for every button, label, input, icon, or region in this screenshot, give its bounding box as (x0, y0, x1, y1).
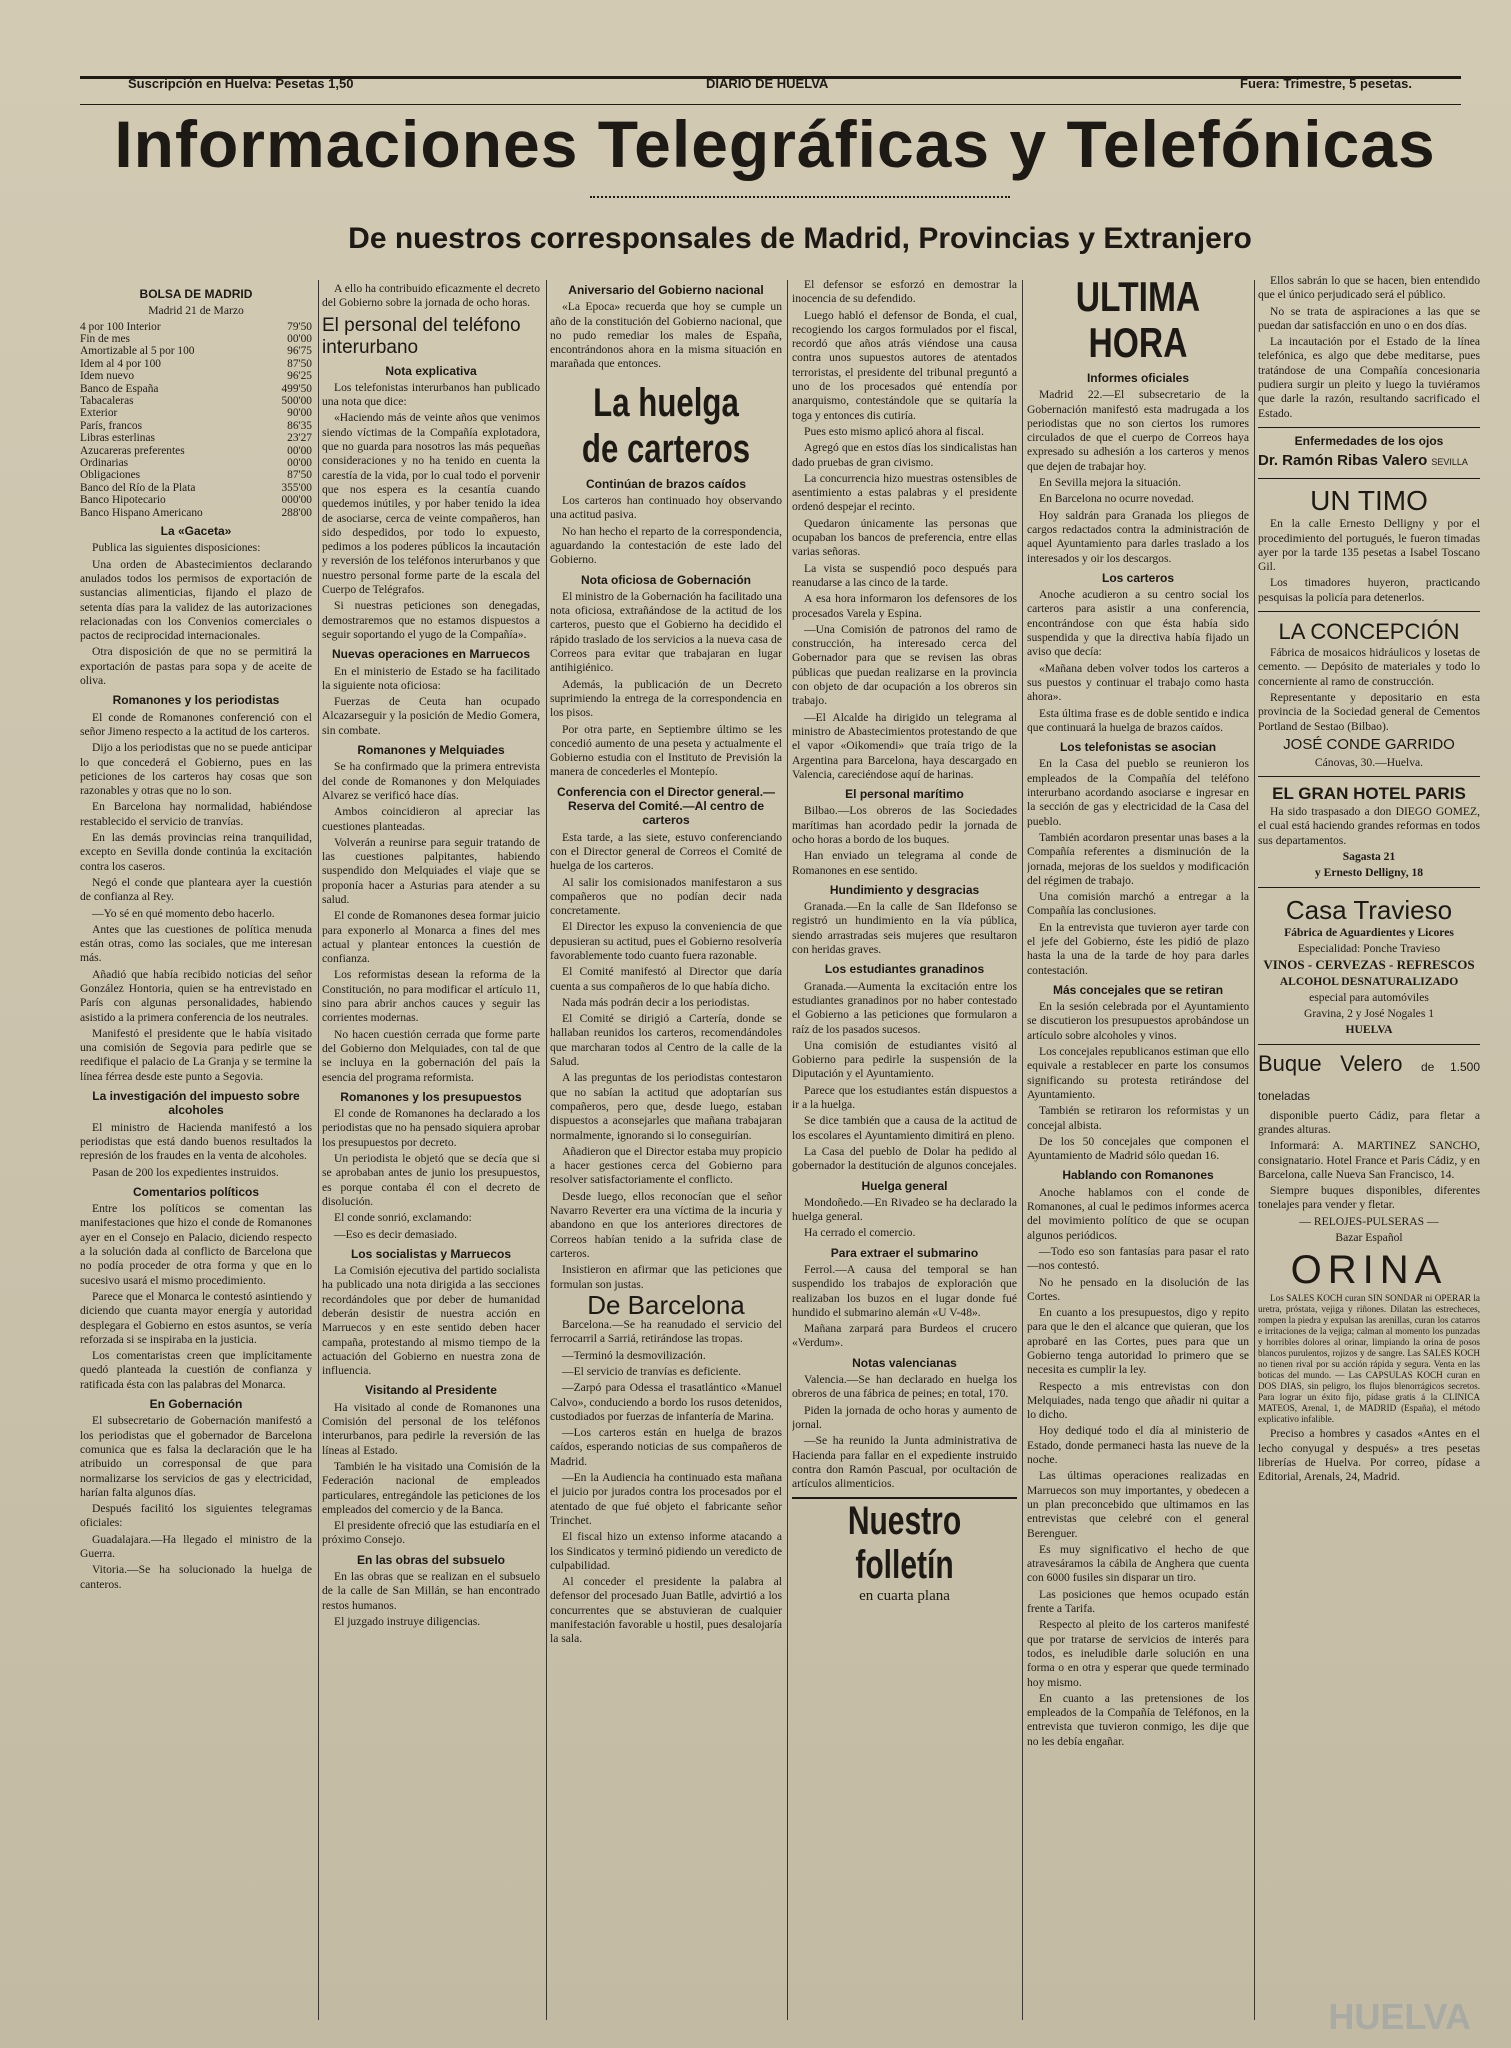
ad-rule (1258, 478, 1480, 479)
paragraph: Han enviado un telegrama al conde de Romanones en ese sentido. (792, 849, 1017, 877)
paragraph: Mañana zarpará para Burdeos el crucero «Verdum». (792, 1322, 1017, 1350)
buque-heading (1258, 1051, 1480, 1109)
paragraph: Por otra parte, en Septiembre último se les concedió aumento de una peseta y actualmente el Gobierno estudia con el Instituto de Previsión la manera de concederles el Montepío. (550, 722, 782, 779)
paragraph: Madrid 22.—El subsecretario de la Gobernación manifestó esta madrugada a los periodistas que no son ciertos los rumores circulados de que el cuerpo de Correos haya expresado su adhesión a los carteros y menos que dejen de trabajar hoy. (1027, 388, 1249, 473)
bolsa-value: 96'25 (287, 370, 312, 383)
est-body (792, 980, 1017, 1174)
ad-rule (1258, 1044, 1480, 1045)
sub-heading: Para extraer el submarino (830, 1245, 979, 1260)
paragraph: En la entrevista que tuvieron ayer tarde con el jefe del Gobierno, éste les pidió de plazo hasta la una de la tarde de hoy para darles contestación. (1027, 920, 1249, 977)
paragraph: Desde luego, ellos reconocían que el señor Navarro Reverter era una víctima de la incuria y abandono en que los anteriores directores de Correos habían tenido a la sufrida clase de carteros. (550, 1189, 782, 1260)
paragraph: Se ha confirmado que la primera entrevista del conde de Romanones y don Melquiades Alvarez se verificó hace días. (322, 760, 540, 802)
paragraph: En la calle Ernesto Delligny y por el procedimiento del portugués, le fueron timadas ayer por la tarde 135 pesetas a Isabel Toscano Gil. (1258, 517, 1480, 574)
val-heading: Notas valencianas (852, 1355, 957, 1370)
paragraph: «La Epoca» recuerda que hoy se cumple un año de la constitución del Gobierno nacional, que no pudo remediar los males de España, encontrándonos ahora en la misma situación en marañada que entonces. (550, 300, 782, 371)
paragraph: En la sesión celebrada por el Ayuntamiento se discutieron los presupuestos aprobándose un artículo sobre alcoholes y vinos. (1027, 1000, 1249, 1042)
paragraph: Al conceder el presidente la palabra al defensor del procesado Juan Batlle, advirtió a los concurrentes que se abstuvieran de cualquier manifestación favorable u hostil, pues desalojaría la sala. (550, 1575, 782, 1646)
ultimo-text: Preciso a hombres y casados «Antes en el lecho conyugal y después» a tres pesetas librerías de Huelva. Por correo, pídase a Editorial, Arenals, 24, Madrid. (1258, 1427, 1480, 1484)
paragraph: En Sevilla mejora la situación. (1039, 476, 1181, 490)
travieso-heading: Casa Travieso (1285, 894, 1453, 925)
column-4 (792, 278, 1017, 1982)
paragraph: El conde de Romanones ha declarado a los periodistas que no ha pensado siquiera aprobar los presupuestos por decreto. (322, 1107, 540, 1149)
conc-heading: Más concejales que se retiran (1052, 982, 1224, 997)
paragraph: Dijo a los periodistas que no se puede anticipar lo que concederá el Gobierno, pues en las peticiones de los carteros hay cosas que son razonables y otras que no lo son. (80, 741, 312, 798)
paragraph: En el ministerio de Estado se ha facilitado la siguiente nota oficiosa: (322, 664, 540, 692)
paragraph: Valencia.—Se han declarado en huelga los obreros de una fábrica de peines; en total, 170. (792, 1373, 1017, 1401)
paragraph: Guadalajara.—Ha llegado el ministro de la Guerra. (80, 1532, 312, 1560)
barcelona-title: De Barcelona (587, 1289, 745, 1320)
header-subscription: Suscripción en Huelva: Pesetas 1,50 (128, 76, 354, 91)
paragraph: Barcelona.—Se ha reanudado el servicio del ferrocarril a Sarriá, retirándose las tropas. (550, 1318, 782, 1346)
paragraph: —Se ha reunido la Junta administrativa de Hacienda para fallar en el expediente instruido contra don Ramón Pascual, por ocultación de artículos alimenticios. (792, 1434, 1017, 1491)
table-row (80, 432, 312, 444)
header-price: Fuera: Trimestre, 5 pesetas. (1240, 76, 1412, 91)
paragraph: —En la Audiencia ha continuado esta mañana el juicio por jurados contra los procesados por el atentado de que fué objeto el fabricante señor Trinchet. (550, 1471, 782, 1527)
table-row (80, 494, 312, 506)
column-6 (1258, 274, 1480, 1982)
gob-heading: En Gobernación (149, 1397, 243, 1412)
huelga-title: La huelga de carteros (581, 380, 751, 471)
travieso-line-3: VINOS - CERVEZAS - REFRESCOS (1263, 957, 1475, 973)
paragraph: Se dice también que a causa de la actitud de los escolares el Ayuntamiento dimitirá en pleno. (792, 1114, 1017, 1142)
paragraph: Pasan de 200 los expedientes instruidos. (92, 1165, 279, 1179)
paragraph: Parece que los estudiantes están dispuestos a ir a la huelga. (792, 1083, 1017, 1112)
paragraph: Granada.—En la calle de San Ildefonso se registró un hundimiento en la vía pública, siendo arrastradas seis mujeres que resultaron con heridas graves. (792, 900, 1017, 957)
table-row (80, 345, 312, 357)
paragraph: En Barcelona no ocurre novedad. (1039, 492, 1194, 506)
travieso-line-5: especial para automóviles (1309, 990, 1429, 1004)
bolsa-value: 87'50 (287, 357, 312, 370)
paragraph: Publica las siguientes disposiciones: (92, 541, 261, 555)
paragraph: Parece que el Monarca le contestó asintiendo y diciendo que cuanta mayor energía y autoridad desplegara el Gobierno en estos asuntos, se vería reforzada si se inspiraba en la justicia. (80, 1289, 312, 1346)
bolsa-item: Banco Hispano Americano (80, 506, 203, 519)
paragraph: Al salir los comisionados manifestaron a sus compañeros que no podían decir nada concretamente. (550, 875, 782, 918)
tel-heading: Los telefonistas se asocian (1059, 740, 1217, 755)
paragraph: En cuanto a los presupuestos, digo y repito para que le den el alcance que quieran, que los aprobaré en las Cortes, pues para que un Gobierno tenga autoridad lo primero que se necesita es cumplir la ley. (1027, 1306, 1249, 1377)
invest-heading: La investigación del impuesto sobre alcoholes (92, 1089, 300, 1118)
visit-body (322, 1401, 540, 1548)
ultima-hora-title: ULTIMA HORA (1075, 274, 1201, 366)
paragraph: A ello ha contribuido eficazmente el decreto del Gobierno sobre la jornada de ocho horas. (322, 282, 540, 310)
bolsa-value: 86'35 (287, 419, 312, 432)
travieso-line-7: HUELVA (1345, 1023, 1393, 1037)
bolsa-value: 000'00 (281, 494, 312, 507)
paris-heading: EL GRAN HOTEL PARIS (1272, 784, 1466, 804)
bolsa-value: 96'75 (287, 345, 312, 358)
paragraph: Antes que las cuestiones de política menuda están otras, como las sociales, que me interesan más. (80, 922, 312, 965)
ofic-heading: Nota oficiosa de Gobernación (580, 572, 752, 587)
personal-heading: El personal del teléfono interurbano (322, 314, 521, 358)
buque-tons: de 1.500 toneladas (1258, 1059, 1480, 1103)
paragraph: Luego habló el defensor de Bonda, el cual, recogiendo los cargos formulados por el fiscal, recordó que años atrás viéndose una causa contra unos supuestos autores de atentados terroristas, el presidente del tribunal preguntó a uno de los procesados qué entendía por anarquismo, contestándole que se quitaría la toga y entonces dis cutiría. (792, 308, 1017, 422)
paragraph: Hoy dediqué todo el día al ministerio de Estado, donde permaneci hasta las nueve de la noche. (1027, 1424, 1249, 1467)
marit-body (792, 804, 1017, 877)
paris-text: Ha sido traspasado a don DIEGO GOMEZ, el cual está haciendo grandes reformas en todos sus departamentos. (1258, 805, 1480, 847)
page-title: Informaciones Telegráficas y Telefónicas (114, 107, 1436, 181)
ad-ojos-city: SEVILLA (1431, 457, 1468, 468)
concepcion-text: Fábrica de mosaicos hidráulicos y losetas de cemento. — Depósito de materiales y todo lo concerniente al ramo de construcción. (1258, 646, 1480, 688)
paris-addr-1: Sagasta 21 (1342, 850, 1396, 864)
bolsa-item: Obligaciones (80, 469, 141, 482)
conf-body (550, 831, 782, 1292)
paragraph: Añadió que había recibido noticias del señor González Hontoria, quien se ha entrevistado en París con algunas personalidades, habiendo asistido a la primera conferencia de los neutrales. (80, 967, 312, 1024)
romanones-heading: Romanones y los periodistas (112, 693, 280, 708)
paragraph: Manifestó el presidente que le había visitado una comisión de Segovia para pedirle que se reedifique el palacio de La Granja y se termine la línea férrea desde este punto a Segovia. (80, 1026, 312, 1083)
paragraph: Quedaron únicamente las personas que ocupaban los bancos de preferencia, entre ellas varias señoras. (792, 516, 1017, 559)
table-row (80, 407, 312, 419)
paragraph: Anoche hablamos con el conde de Romanones, al cual le pedimos informes acerca del movimiento político de que se ocupan algunos periódicos. (1027, 1185, 1249, 1242)
gaceta-heading: La «Gaceta» (160, 524, 232, 539)
paragraph: —Zarpó para Odessa el trasatlántico «Manuel Calvo», conduciendo a bordo los rusos detenidos, custodiados por fuerzas de infantería de Marina. (550, 1381, 782, 1423)
bolsa-item: Banco de España (80, 382, 159, 395)
bolsa-item: Amortizable al 5 por 100 (80, 345, 195, 358)
paragraph: Los comentaristas creen que implícitamente quedó planteada la cuestión de confianza y ratificada ésta con las palabras del Monarca. (80, 1349, 312, 1391)
paragraph: Entre los políticos se comentan las manifestaciones que hizo el conde de Romanones ayer en el Consejo en Palacio, diciendo respecto a la solución dada al conflicto de Barcelona que no podía proceder de otra forma y que en lo sucesivo usará el mismo procedimiento. (80, 1202, 312, 1287)
paris-addr-2: y Ernesto Delligny, 18 (1314, 866, 1424, 880)
col6-cont-body (1258, 274, 1480, 421)
paragraph: El ministro de Hacienda manifestó a los periodistas que está dando buenos resultados la represión de los fraudes en la venta de alcoholes. (80, 1120, 312, 1163)
cart-heading: Los carteros (1101, 570, 1175, 585)
romanones-body (80, 711, 312, 1084)
bolsa-table (80, 321, 312, 520)
paragraph: En las obras que se realizan en el subsuelo de la calle de San Millán, se han encontrado restos humanos. (322, 1570, 540, 1612)
barc-body (550, 1318, 782, 1647)
paragraph: También le ha visitado una Comisión de la Federación nacional de empleados particulares, entregándole las peticiones de los empleados del comercio y de la Banca. (322, 1459, 540, 1516)
ofic-body (550, 590, 782, 780)
obras-heading: En las obras del subsuelo (356, 1552, 506, 1567)
nota-heading: Nota explicativa (385, 363, 477, 378)
paragraph: Agregó que en estos días los sindicalistas han dado pruebas de gran civismo. (792, 441, 1017, 469)
bolsa-item: Idem nuevo (80, 370, 135, 383)
orina-heading: ORINA (1290, 1248, 1448, 1293)
paragraph: El conde sonrió, exclamando: (334, 1211, 472, 1225)
bolsa-date: Madrid 21 de Marzo (148, 304, 244, 318)
ad-rule (1258, 611, 1480, 612)
paragraph: La incautación por el Estado de la línea telefónica, es algo que debe meditarse, pues tratándose de una Compañía concesionaria pudiera surgir un pleito y luego la tuviéramos que darle la razón, resultando sacrificado el Estado. (1258, 335, 1480, 420)
paragraph: Después facilitó los siguientes telegramas oficiales: (80, 1502, 312, 1530)
cont-body (550, 494, 782, 567)
paragraph: En cuanto a las pretensiones de los empleados de la Compañía de Teléfonos, en la entrevista que tuvieron conmigo, les dije que no les debía engañar. (1027, 1691, 1249, 1748)
conf-heading: Conferencia con el Director general.—Reserva del Comité.—Al centro de carteros (556, 784, 776, 828)
paragraph: Es muy significativo el hecho de que atravesáramos la cábila de Anghera que cuenta con 6000 fusiles sin disparar un tiro. (1027, 1542, 1249, 1585)
paragraph: Los reformistas desean la reforma de la Constitución, no para modificar el artículo 11, sino para abrir anchos cauces y seguir las corrientes modernas. (322, 968, 540, 1025)
table-row (80, 507, 312, 519)
soc-heading: Los socialistas y Marruecos (350, 1246, 512, 1261)
buque-title: Buque Velero (1258, 1050, 1403, 1076)
table-row (80, 358, 312, 370)
paragraph: También acordaron presentar unas bases a la Compañía referentes a disminución de la jornada, mejoras de los sueldos y modificación del régimen de trabajo. (1027, 830, 1249, 887)
paragraph: La Comisión ejecutiva del partido socialista ha publicado una nota dirigida a las secciones recordándoles que por deber de humanidad deberán desistir de nuestra acción en Marruecos y en este sentido deben hacer campaña, protestando al mismo tiempo de la actuación del Gobierno en nuestra zona de influencia. (322, 1264, 540, 1378)
cont-heading: Continúan de brazos caídos (585, 476, 747, 491)
paragraph: Fuerzas de Ceuta han ocupado Alcazarseguir y la posición de Medio Gomera, sin combate. (322, 695, 540, 737)
bolsa-value: 90'00 (287, 407, 312, 420)
habl-body (1027, 1186, 1249, 1749)
paragraph: La concurrencia hizo muestras ostensibles de asentimiento a estas palabras y el presidente ordenó despejar el recinto. (792, 471, 1017, 514)
bolsa-value: 79'50 (287, 320, 312, 333)
bolsa-value: 00'00 (287, 457, 312, 470)
bolsa-value: 00'00 (287, 444, 312, 457)
paragraph: El conde de Romanones conferenció con el señor Jimeno respecto a la actitud de los carteros. (80, 710, 312, 738)
table-row (80, 445, 312, 457)
paragraph: El Comité manifestó al Director que daría cuenta a sus compañeros de lo que había dicho. (550, 965, 782, 993)
paragraph: No se trata de aspiraciones a las que se puedan dar satisfacción en uno o en dos días. (1258, 304, 1480, 332)
paragraph: Una orden de Abastecimientos declarando anulados todos los permisos de exportación de sustancias alimenticias, fijando el plazo de setenta días para la validez de las autorizaciones relacionadas con los Convenios comerciales o pactos de reciprocidad internacionales. (80, 557, 312, 643)
inf-body (1027, 388, 1249, 566)
visit-heading: Visitando al Presidente (365, 1383, 497, 1398)
intro-body (322, 282, 540, 311)
paragraph: En la Casa del pueblo se reunieron los empleados de la Compañía del teléfono interurbano acordando asociarse e ingresar en la sección de gas y electricidad de la Casa del pueblo. (1027, 757, 1249, 828)
paragraph: El subsecretario de Gobernación manifestó a los periodistas que el gobernador de Barcelona comunica que es falsa la declaración que le ha atribuido un corresponsal de que para normalizarse los servicios de gas y electricidad, harían falta algunos días. (80, 1414, 312, 1499)
bolsa-value: 355'00 (281, 481, 312, 494)
paragraph: Esta tarde, a las siete, estuvo conferenciando con el Director general de Correos el Comité de huelga de los carteros. (550, 830, 782, 873)
timo-body (1258, 517, 1480, 605)
paragraph: A las preguntas de los periodistas contestaron que no sabían la actitud que adoptarían sus compañeros, pero que, desde luego, estaban dispuestos a aconsejarles que mañana trabajaran normalmente, ignorando si lo conseguirían. (550, 1071, 782, 1142)
col4-cont-body (792, 278, 1017, 782)
bolsa-heading: BOLSA DE MADRID (139, 287, 253, 301)
travieso-line-6: Gravina, 2 y José Nogales 1 (1303, 1007, 1435, 1021)
column-rule (1022, 280, 1023, 2020)
timo-heading: UN TIMO (1310, 485, 1428, 517)
bolsa-value: 23'27 (287, 432, 312, 445)
concepcion-addr: Cánovas, 30.—Huelva. (1314, 755, 1424, 769)
column-rule (1254, 280, 1255, 2020)
hg-body (792, 1196, 1017, 1241)
coment-heading: Comentarios políticos (132, 1184, 260, 1199)
bolsa-value: 499'50 (281, 382, 312, 395)
watermark: HUELVA (1328, 1996, 1471, 2037)
table-row (80, 457, 312, 469)
paragraph: Pues esto mismo aplicó ahora al fiscal. (804, 424, 984, 438)
table-row (80, 482, 312, 494)
paragraph: El defensor se esforzó en demostrar la inocencia de su defendido. (792, 278, 1017, 306)
nota-body (322, 381, 540, 642)
paragraph: Los telefonistas interurbanos han publicado una nota que dice: (322, 380, 540, 409)
paragraph: Anoche acudieron a su centro social los carteros para asistir a una conferencia, encontrándose con que ésta había sido suspendida y que la directiva había fijado un aviso que decía: (1027, 588, 1249, 659)
bolsa-item: 4 por 100 Interior (80, 320, 161, 333)
marit-heading: El personal marítimo (845, 787, 964, 802)
marr-heading: Nuevas operaciones en Marruecos (331, 647, 531, 662)
paragraph: «Haciendo más de veinte años que venimos siendo víctimas de la Compañía explotadora, que no guarda para nosotros las más pequeñas consideraciones y no ha tenido en cuenta la carestía de la vida, por lo cual todo el porvenir que nos espera es la cesantía cuando quedemos inútiles, y por haber tenido la idea de asociarse, cerca de veinte compañeros, han sido despedidos, por todo lo expuesto, pedimos a los poderes públicos la incautación y reversión de los teléfonos interurbanos y que nuestro personal forme parte de la escala del Cuerpo de Telégrafos. (322, 411, 540, 597)
paragraph: El conde de Romanones desea formar juicio para exponerlo al Monarca a fines del mes actual y plantear entonces la cuestión de confianza. (322, 909, 540, 966)
paragraph: Ambos coincidieron al apreciar las cuestiones planteadas. (322, 805, 540, 833)
gob-body (80, 1414, 312, 1592)
obras-body (322, 1570, 540, 1629)
paragraph: De los 50 concejales que componen el Ayuntamiento de Madrid sólo quedan 16. (1027, 1134, 1249, 1163)
concepcion-name: JOSÉ CONDE GARRIDO (1283, 735, 1455, 753)
paragraph: Una comisión de estudiantes visitó al Gobierno para pedirle la suspensión de la Diputación y el Ayuntamiento. (792, 1038, 1017, 1081)
paragraph: Un periodista le objetó que se decía que si se aprobaban antes de junio los presupuestos, es porque contaba él con el decreto de disolución. (322, 1152, 540, 1208)
folletin-sub: en cuarta plana (859, 1588, 950, 1605)
ad-rule (1258, 427, 1480, 428)
column-5 (1027, 274, 1249, 1982)
paragraph: Además, la publicación de un Decreto suprimiendo la entrega de la correspondencia en los pisos. (550, 677, 782, 720)
paragraph: No han hecho el reparto de la correspondencia, aguardando la contestación de este lado del Gobierno. (550, 524, 782, 567)
table-row (80, 469, 312, 481)
marr-body (322, 665, 540, 738)
paragraph: Vitoria.—Se ha solucionado la huelga de canteros. (80, 1563, 312, 1591)
paragraph: El fiscal hizo un extenso informe atacando a los Sindicatos y terminó pidiendo un veredicto de culpabilidad. (550, 1530, 782, 1572)
paragraph: Los carteros han continuado hoy observando una actitud pasiva. (550, 494, 782, 522)
buque-text-3: Siempre buques disponibles, diferentes tonelajes para vender y fletar. (1258, 1184, 1480, 1212)
melq-heading: Romanones y Melquiades (357, 743, 505, 758)
paragraph: El Comité se dirigió a Cartería, donde se hallaban reunidos los carteros, recomendándoles que marcharan todos al Centro de la calle de la Salud. (550, 1012, 782, 1069)
paragraph: La vista se suspendió poco después para reanudarse a las cinco de la tarde. (792, 561, 1017, 589)
folletin-title: Nuestro folletín (847, 1499, 962, 1588)
paragraph: —Una Comisión de patronos del ramo de construcción, ha interesado cerca del Gobernador para que se revisen las obras públicas que puedan realizarse en la provincia con objeto de dar ocupación a los obreros sin trabajo. (792, 622, 1017, 708)
paragraph: —Todo eso son fantasías para pasar el rato—nos contestó. (1027, 1244, 1249, 1273)
column-1 (80, 282, 312, 1982)
column-rule (318, 280, 319, 2020)
bolsa-value: 00'00 (287, 333, 312, 345)
relojes-line: — RELOJES-PULSERAS — (1299, 1214, 1439, 1228)
hund-heading: Hundimiento y desgracias (829, 882, 980, 897)
paragraph: Una comisión marchó a entregar a la Compañía las conclusiones. (1027, 890, 1249, 918)
travieso-line-2: Especialidad: Ponche Travieso (1297, 941, 1441, 955)
paragraph: Piden la jornada de ocho horas y aumento de jornal. (792, 1403, 1017, 1431)
paragraph: No hacen cuestión cerrada que forme parte del Gobierno don Melquiades, con tal de que se incluya en la gobernación del país la esencia del programa reformista. (322, 1027, 540, 1084)
paragraph: —Yo sé en qué momento debo hacerlo. (92, 906, 275, 920)
bolsa-item: Azucareras preferentes (80, 444, 185, 457)
table-row (80, 383, 312, 395)
bolsa-value: 87'50 (287, 469, 312, 482)
presu-heading: Romanones y los presupuestos (340, 1089, 522, 1104)
paragraph: Respecto al pleito de los carteros manifesté que por tratarse de servicios de interés para todos, es ineludible darle solución en una forma o en otra y esperar que quede terminado hoy mismo. (1027, 1618, 1249, 1689)
paragraph: Si nuestras peticiones son denegadas, demostraremos que no estamos dispuestos a seguir soportando el yugo de la Compañía». (322, 599, 540, 641)
page-subtitle: De nuestros corresponsales de Madrid, Provincias y Extranjero (348, 222, 1252, 255)
ad-ojos-heading: Enfermedades de los ojos (1294, 433, 1444, 448)
table-row (80, 321, 312, 333)
paragraph: Respecto a mis entrevistas con don Melquiades, nada tengo que añadir ni quitar a lo dicho. (1027, 1379, 1249, 1422)
paragraph: Otra disposición de que no se permitirá la exportación de pastas para sopa y de aceite de oliva. (80, 645, 312, 688)
coment-body (80, 1202, 312, 1392)
bolsa-item: Libras esterlinas (80, 432, 155, 445)
column-3 (550, 278, 782, 1982)
paragraph: Ellos sabrán lo que se hacen, bien entendido que el único perjudicado será el público. (1258, 274, 1480, 302)
bolsa-value: 288'00 (281, 506, 312, 519)
paragraph: —El Alcalde ha dirigido un telegrama al ministro de Abastecimientos protestando de que el vapor «Oikomendi» que traía trigo de la Argentina para Barcelona, haya descargado en Valencia, careciéndose aquí de harinas. (792, 710, 1017, 781)
paragraph: Granada.—Aumenta la excitación entre los estudiantes granadinos por no haber contestado el Gobierno a las peticiones que formularon a raíz de los pasados sucesos. (792, 979, 1017, 1036)
concepcion-heading: LA CONCEPCIÓN (1278, 619, 1460, 645)
paragraph: Hoy saldrán para Granada los pliegos de cargos redactados contra la administración de aquel Ayuntamiento para darles traslado a los interesados y oir los descargos. (1027, 508, 1249, 565)
ad-ojos-doctor (1258, 451, 1480, 472)
column-2 (322, 282, 540, 1982)
paragraph: Esta última frase es de doble sentido e indica que continuará la huelga de brazos caídos. (1027, 706, 1249, 734)
presu-body (322, 1107, 540, 1242)
invest-body (80, 1121, 312, 1180)
bolsa-item: Banco del Río de la Plata (80, 481, 196, 494)
hg-heading: Huelga general (861, 1178, 948, 1193)
paragraph: Las últimas operaciones realizadas en Marruecos son muy importantes, y obedecen a un plan preconcebido que ultimamos en las entrevistas que celebré con el general Berenguer. (1027, 1469, 1249, 1540)
inf-heading: Informes oficiales (1086, 371, 1190, 385)
sub-body (792, 1263, 1017, 1351)
ad-rule (1258, 776, 1480, 777)
paragraph: A esa hora informaron los defensores de los procesados Varela y Espina. (792, 592, 1017, 620)
travieso-line-1: Fábrica de Aguardientes y Licores (1284, 925, 1454, 939)
paragraph: También se retiraron los reformistas y un concejal albista. (1027, 1104, 1249, 1132)
paragraph: —Terminó la desmovilización. (562, 1348, 706, 1362)
paragraph: No he pensado en la disolución de las Cortes. (1027, 1275, 1249, 1303)
gaceta-body (80, 541, 312, 688)
est-heading: Los estudiantes granadinos (824, 962, 985, 977)
relojes-line-2: Bazar Español (1335, 1231, 1403, 1245)
paragraph: La Casa del pueblo de Dolar ha pedido al gobernador la destitución de algunos concejales. (792, 1144, 1017, 1173)
paragraph: Negó el conde que planteara ayer la cuestión de confianza al Rey. (80, 875, 312, 904)
paragraph: Los concejales republicanos estiman que ello equivale a restablecer en parte los consumos significando su protesta retirándose del Ayuntamiento. (1027, 1045, 1249, 1101)
paragraph: —El servicio de tranvías es deficiente. (562, 1365, 741, 1378)
table-row (80, 370, 312, 382)
bolsa-item: Exterior (80, 407, 118, 420)
paragraph: Los timadores huyeron, practicando pesquisas la policía para detenerlos. (1258, 576, 1480, 604)
bolsa-item: París, francos (80, 419, 142, 432)
melq-body (322, 760, 540, 1085)
tel-body (1027, 757, 1249, 977)
soc-body (322, 1264, 540, 1378)
paragraph: Añadieron que el Director estaba muy propicio a hacer gestiones cerca del Gobierno para resolver satisfactoriamente el conflicto. (550, 1144, 782, 1187)
header-newspaper-name: DIARIO DE HUELVA (706, 76, 829, 91)
paragraph: El presidente ofreció que las estudiaría en el próximo Consejo. (322, 1519, 540, 1547)
paragraph: El Director les expuso la conveniencia de que depusieran su actitud, pues el Gobierno resolvería favorablemente todo cuanto fuera razonable. (550, 920, 782, 962)
column-rule (546, 280, 547, 2020)
table-row (80, 333, 312, 345)
paragraph: En las demás provincias reina tranquilidad, excepto en Sevilla donde continúa la excitación contra los caseros. (80, 831, 312, 873)
habl-heading: Hablando con Romanones (1062, 1168, 1214, 1183)
paragraph: Ha visitado al conde de Romanones una Comisión del personal de los teléfonos interurbanos, para pedirle la reversión de las líneas al Estado. (322, 1400, 540, 1457)
buque-text: disponible puerto Cádiz, para fletar a grandes alturas. (1258, 1108, 1480, 1136)
header-rule-thin (80, 104, 1461, 105)
paragraph: El ministro de la Gobernación ha facilitado una nota oficiosa, extrañándose de la actitud de los carteros, puesto que el Gobierno ha decidido el rápido traslado de los servicios a la nueva casa de Correos para evitar que trabajaran en lugar antihigiénico. (550, 589, 782, 675)
paragraph: Bilbao.—Los obreros de las Sociedades marítimas han acordado pedir la jornada de ocho horas a bordo de los buques. (792, 804, 1017, 846)
concepcion-text-2: Representante y depositario en esta provincia de la Sociedad general de Cementos Portland de Sestao (Bilbao). (1258, 690, 1480, 733)
title-divider (590, 196, 1010, 198)
bolsa-item: Ordinarias (80, 457, 129, 470)
paragraph: Ferrol.—A causa del temporal se han suspendido los trabajos de exploración que realizaban los buzos en el lugar donde fué hundido el submarino alemán «U V-48». (792, 1263, 1017, 1319)
table-row (80, 395, 312, 407)
bolsa-item: Tabacaleras (80, 395, 134, 408)
paragraph: —Eso es decir demasiado. (334, 1227, 457, 1241)
paragraph: Mondoñedo.—En Rivadeo se ha declarado la huelga general. (792, 1195, 1017, 1224)
paragraph: «Mañana deben volver todos los carteros a sus puestos y continuar el trabajo como hasta ahora». (1027, 661, 1249, 704)
paragraph: Volverán a reunirse para seguir tratando de las cuestiones palpitantes, habiendo suspendido don Melquiades el viaje que se proponía hacer a Asturias para atender a su salud. (322, 835, 540, 906)
conc-body (1027, 1000, 1249, 1163)
bolsa-item: Idem al 4 por 100 (80, 357, 161, 370)
paragraph: Nada más podrán decir a los periodistas. (562, 995, 750, 1009)
bolsa-value: 500'00 (281, 395, 312, 408)
table-row (80, 420, 312, 432)
hund-body (792, 900, 1017, 957)
column-rule (787, 280, 788, 2020)
cart-body (1027, 588, 1249, 735)
paragraph: El juzgado instruye diligencias. (334, 1614, 481, 1628)
paragraph: Las posiciones que hemos ocupado están frente a Tarifa. (1027, 1587, 1249, 1616)
bolsa-item: Banco Hipotecario (80, 494, 166, 507)
orina-text: Los SALES KOCH curan SIN SONDAR ni OPERAR la uretra, próstata, vejiga y riñones. Dilatan las estrecheces, rompen la piedra y expulsan las arenillas, curan los catarros e irritaciones de la vejiga; calman al momento los punzadas y horribles dolores al orinar, limpiando la orina de posos blancos purulentos, rojizos y de sangre. Las SALES KOCH no tienen rival por su acción rápida y segura. Venta en las boticas del mundo. — Las CAPSULAS KOCH curan en DOS DIAS, sin peligro, los flujos blenorrágicos secretos. Para lograr un éxito fijo, pídase gratis á la CLINICA MATEOS, Arenal, 1, de MADRID (España), el método explicativo infalible. (1258, 1293, 1480, 1425)
aniv-body (550, 300, 782, 371)
buque-text-2: Informará: A. MARTINEZ SANCHO, consignatario. Hotel France et Paris Cádiz, y en Barcelona, calle Nueva San Francisco, 14. (1258, 1139, 1480, 1181)
paragraph: —Los carteros están en huelga de brazos caídos, esperando noticias de sus compañeros de Madrid. (550, 1426, 782, 1468)
val-body (792, 1373, 1017, 1491)
paragraph: Insistieron en afirmar que las peticiones que formulan son justas. (550, 1263, 782, 1291)
aniv-heading: Aniversario del Gobierno nacional (568, 283, 764, 297)
ad-ojos-name: Dr. Ramón Ribas Valero (1258, 452, 1428, 470)
paragraph: En Barcelona hay normalidad, habiéndose restablecido el servicio de tranvías. (80, 800, 312, 828)
bolsa-item: Fin de mes (80, 333, 130, 345)
paragraph: Ha cerrado el comercio. (804, 1226, 916, 1240)
ad-rule (1258, 887, 1480, 888)
travieso-line-4: ALCOHOL DESNATURALIZADO (1279, 974, 1459, 988)
